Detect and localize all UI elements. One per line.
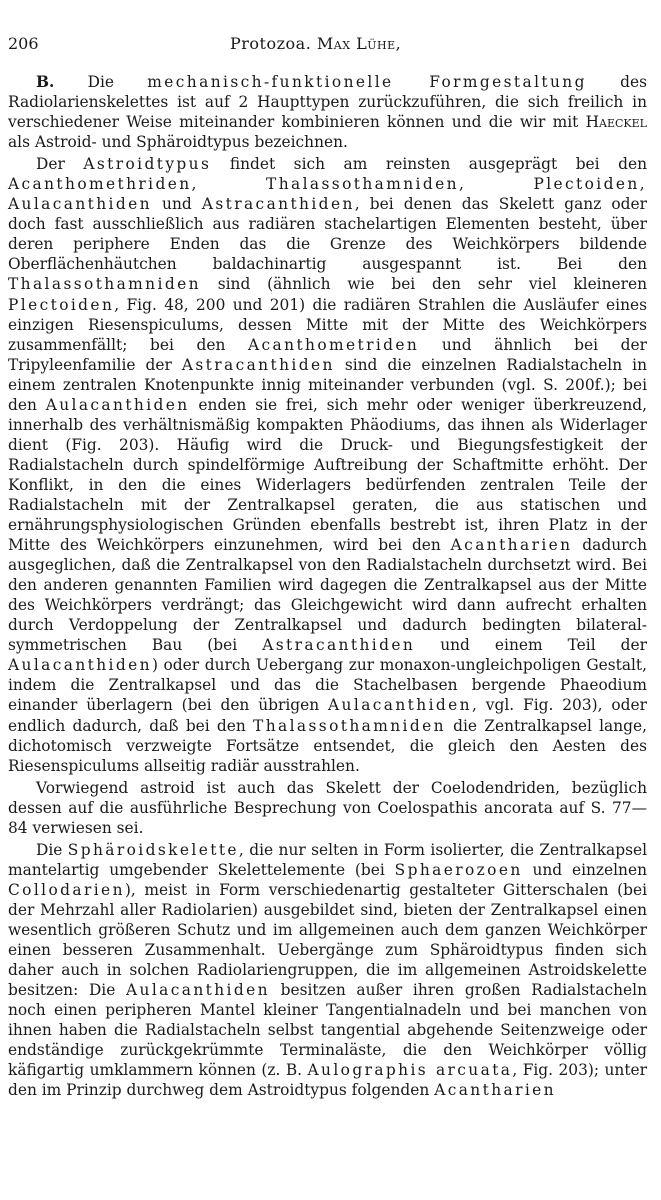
paragraph (8, 778, 647, 838)
text-run: und einzelnen (522, 860, 647, 879)
paragraph (8, 72, 647, 152)
emphasized-term: Aulacanthiden (328, 696, 472, 715)
text-run: ), meist in Form verschiedenartig gestalteter Gitterschalen (bei der Mehrzahl aller Radiolarien) ausgebildet sind, bieten der Zentralkapsel einen wesentlich größeren Schutz und im allgemeinen auch dem ganzen Weichkörper einen besseren Zusammenhalt. Uebergänge zum Sphäroidtypus finden sich daher auch in solchen Radiolariengruppen, die im allgemeinen Astroidskelette besitzen: Die (8, 880, 647, 1000)
running-title (230, 34, 401, 54)
running-header (8, 34, 647, 56)
emphasized-term: Astracanthiden (181, 355, 335, 374)
paragraph (8, 840, 647, 1101)
emphasized-term: mechanisch-funktionelle Formgestaltung (147, 73, 587, 91)
text-run: Der (36, 155, 84, 174)
text-run: sind die einzelnen Radialstacheln in einem zentralen Knotenpunkte innig miteinander verbunden (vgl. S. 200f.); bei den (8, 355, 647, 414)
emphasized-term: Thalassothamniden (8, 275, 201, 294)
text-run: findet sich am reinsten ausgeprägt bei den (211, 155, 647, 174)
text-run: ) oder durch Uebergang zur monaxon-ungleichpoligen Gestalt, indem die Zentralkapsel und das die Stachelbasen bergende Phaeodium einander überlagern (bei den übrigen (8, 656, 647, 715)
text-run: Die (54, 73, 148, 91)
emphasized-term: Acanthometriden (248, 335, 420, 354)
text-run: Die (36, 840, 68, 859)
text-run: , Fig. 48, 200 und 201) die radiären Strahlen die Ausläufer eines einzigen Riesenspiculums, dessen Mitte mit der Mitte des Weichkörpers zusammenfällt; bei den (8, 295, 647, 354)
emphasized-term: Collodarien (8, 880, 125, 899)
text-run: dadurch ausgeglichen, daß die Zentralkapsel von den Radialstacheln durchsetzt wird. Bei den anderen genannten Familien wird dagegen die Zentralkapsel aus der Mitte des Weichkörpers verdrängt; das Gleichgewicht wird dann aufrecht erhalten durch Verdoppelung der Zentralkapsel und dadurch bedingten bilateral-symmetrischen Bau (bei (8, 536, 647, 655)
emphasized-term: Aulacanthiden (45, 395, 190, 414)
text-run: sind (ähnlich wie bei den sehr viel kleineren (200, 275, 647, 294)
text-run: Vorwiegend astroid ist auch das Skelett der Coelodendriden, bezüglich dessen auf die ausführliche Besprechung von Coelospathis ancorata auf S. 77—84 verwiesen sei. (8, 778, 647, 837)
text-run: als Astroid- und Sphäroidtypus bezeichnen. (8, 133, 348, 152)
text-run: enden sie frei, sich mehr oder weniger überkreuzend, innerhalb des verhältnismäßig kompakten Phäodiums, das ihnen als Widerlager dient (Fig. 203). Häufig wird die Druck- und Biegungsfestigkeit der Radialstacheln durch spindelförmige Auftreibung der Schaftmitte erhöht. Der Konflikt, in den die eines Widerlagers bedürfenden zentralen Teile der Radialstacheln mit der Zentralkapsel geraten, die aus statischen und ernährungsphysiologischen Gründen ebenfalls bestrebt ist, ihren Platz in der Mitte des Weichkörpers einzunehmen, wird bei den (8, 395, 647, 555)
text-run: des Radiolarienskelettes ist auf 2 Haupttypen zurückzuführen, die sich freilich in verschiedener Weise miteinander kombinieren können und die wir mit (8, 73, 647, 132)
header-author: Max Lühe, (316, 34, 402, 53)
emphasized-term: Aulographis arcuata (307, 1061, 513, 1080)
header-title: Protozoa. (230, 34, 312, 53)
author-name: Haeckel (585, 113, 647, 132)
emphasized-term: Acanthomethriden, Thalassothamniden, Plectoiden, Aulacanthiden (8, 175, 647, 214)
section-marker: B. (36, 73, 55, 91)
text-run: die Zentralkapsel lange, dichotomisch verzweigte Fortsätze entsendet, die gleich den Aesten des Riesenspiculums allseitig radiär ausstrahlen. (8, 716, 647, 775)
text-run: und ähnlich bei der Tripyleenfamilie der (8, 335, 647, 374)
emphasized-term: Astracanthiden (262, 636, 416, 655)
text-run: , die nur selten in Form isolierter, die Zentralkapsel mantelartig umgebender Skelettelemente (bei (8, 840, 647, 879)
text-run: und (151, 195, 202, 214)
emphasized-term: Aulacanthiden (8, 656, 152, 675)
emphasized-term: Acantharien (450, 536, 573, 555)
emphasized-term: Aulacanthiden (126, 981, 270, 1000)
emphasized-term: Astracanthiden (201, 195, 355, 214)
text-run: besitzen außer ihren großen Radialstacheln noch einen peripheren Mantel kleiner Tangentialnadeln und bei manchen von ihnen haben die Radialstacheln selbst tangential abgehende Seitenzweige oder endständige zurückgekrümmte Terminaläste, die den Weichkörper völlig käfigartig umklammern können (z. B. (8, 981, 647, 1080)
emphasized-term: Astroidtypus (83, 155, 212, 174)
text-run: , vgl. Fig. 203), oder endlich dadurch, daß bei den (8, 696, 648, 735)
body-text (8, 72, 647, 1100)
emphasized-term: Acantharien (434, 1081, 556, 1100)
emphasized-term: Plectoiden (8, 295, 115, 314)
text-run: und einem Teil der (415, 636, 647, 655)
text-run: , Fig. 203); unter den im Prinzip durchweg dem Astroidtypus folgenden (8, 1061, 647, 1100)
emphasized-term: Thalassothamniden (253, 716, 446, 735)
page-number: 206 (8, 34, 39, 53)
emphasized-term: Sphäroidskelette (67, 840, 239, 859)
paragraph (8, 154, 647, 775)
emphasized-term: Sphaerozoen (394, 860, 523, 879)
text-run: , bei denen das Skelett ganz oder doch fast ausschließlich aus radiären stachelartigen Elementen besteht, über deren periphere Enden das die Grenze des Weichkörpers bildende Oberflächenhäutchen baldachinartig ausgespannt ist. Bei den (8, 195, 647, 274)
